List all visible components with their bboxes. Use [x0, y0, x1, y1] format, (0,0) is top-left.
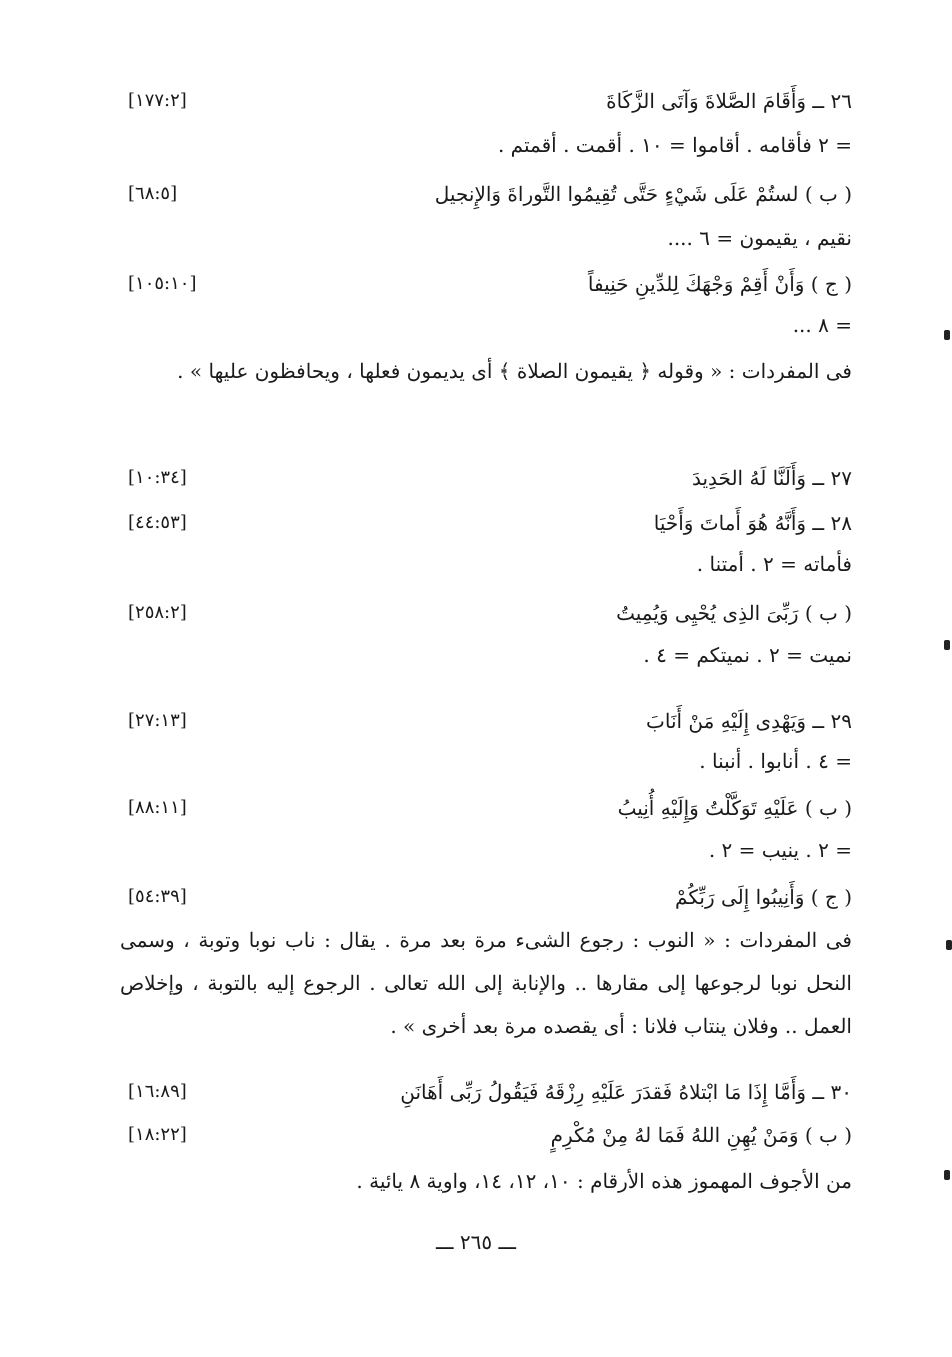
- verse-line-27: [120, 457, 852, 499]
- verse-line-26: [120, 80, 852, 122]
- verse-text: ٣٠ ــ وَأَمَّا إِذَا مَا ابْتلاهُ فَقدَرَ عَلَيْهِ رِزْقَهُ فَيَقُولُ رَبِّى أَهَانَنِ: [400, 1080, 852, 1104]
- note-line: [120, 217, 852, 259]
- note-text: نقيم ، يقيمون = ٦ ....: [667, 226, 852, 250]
- verse-line: [120, 1114, 852, 1156]
- verse-reference: [١٨:٢٢]: [128, 1124, 187, 1145]
- note-text: من الأجوف المهموز هذه الأرقام : ١٠، ١٢، ١٤، واوية ٨ يائية .: [356, 1169, 852, 1193]
- verse-line: [120, 592, 852, 634]
- scan-mark: [944, 1170, 950, 1180]
- note-line: [120, 543, 852, 585]
- verse-line-30: [120, 1071, 852, 1113]
- verse-text: ( ب ) عَلَيْهِ تَوَكَّلْتُ وَإِلَيْهِ أُنِيبُ: [617, 796, 852, 820]
- note-line: [120, 304, 852, 346]
- verse-reference: [٥٤:٣٩]: [128, 886, 187, 907]
- verse-reference: [١٠:٣٤]: [128, 467, 187, 488]
- scan-mark: [946, 940, 952, 950]
- verse-reference: [٨٨:١١]: [128, 797, 187, 818]
- note-line: [120, 124, 852, 166]
- note-text: = ٨ ...: [792, 313, 852, 337]
- page-number: ـــ ٢٦٥ ـــ: [435, 1230, 517, 1254]
- note-text: = ٤ . أنابوا . أنبنا .: [699, 749, 852, 773]
- commentary-paragraph: فى المفردات : « وقوله ﴿ يقيمون الصلاة ﴾ أى يديمون فعلها ، ويحافظون عليها » .: [177, 359, 852, 383]
- scan-mark: [944, 640, 950, 650]
- verse-text: ( ج ) وَأَنْ أَقِمْ وَجْهَكَ لِلدِّينِ حَنِيفاً: [587, 272, 852, 296]
- verse-reference: [١٧٧:٢]: [128, 90, 187, 111]
- verse-reference: [٢٥٨:٢]: [128, 602, 187, 623]
- verse-line-28: [120, 502, 852, 544]
- note-text: = ٢ فأقامه . أقاموا = ١٠ . أقمت . أقمتم .: [497, 133, 852, 157]
- verse-text: ٢٧ ــ وَأَلَنَّا لَهُ الحَدِيدَ: [691, 466, 852, 490]
- note-text: = ٢ . ينيب = ٢ .: [708, 838, 852, 862]
- note-line: [120, 740, 852, 782]
- verse-reference: [٢٧:١٣]: [128, 710, 187, 731]
- verse-text: ( ب ) لستُمْ عَلَى شَيْءٍ حَتَّى تُقِيمُوا التَّوراةَ وَالإِنجيل: [434, 182, 852, 206]
- verse-line: [120, 173, 852, 215]
- verse-text: ٢٦ ــ وَأَقَامَ الصَّلاةَ وَآتَى الزَّكَاةَ: [606, 89, 852, 113]
- verse-text: ٢٩ ــ وَيَهْدِى إِلَيْهِ مَنْ أَنَابَ: [646, 709, 852, 733]
- commentary-paragraph: فى المفردات : « النوب : رجوع الشىء مرة بعد مرة . يقال : ناب نوبا وتوبة ، وسمى النحل نوبا لرجوعها إلى مقارها .. والإنابة إلى الله تعالى . الرجوع إليه بالتوبة ، وإخلاص العمل .. وفلان ينتاب فلانا : أى يقصده مرة بعد أخرى » .: [120, 928, 852, 1038]
- verse-line: [120, 787, 852, 829]
- verse-reference: [١٦:٨٩]: [128, 1081, 187, 1102]
- verse-line: [120, 876, 852, 918]
- note-line: [120, 1160, 852, 1202]
- verse-text: ٢٨ ــ وَأَنَّهُ هُوَ أَماتَ وَأَحْيَا: [653, 511, 852, 535]
- note-text: فأماته = ٢ . أمتنا .: [696, 552, 852, 576]
- scan-mark: [944, 330, 950, 340]
- note-line: [120, 829, 852, 871]
- verse-text: ( ب ) رَبِّىَ الذِى يُحْيِى وَيُمِيتُ: [616, 601, 852, 625]
- verse-reference: [١٠٥:١٠]: [128, 273, 197, 294]
- note-line: [120, 634, 852, 676]
- verse-line: [120, 263, 852, 305]
- verse-text: ( ج ) وَأَنِيبُوا إِلَى رَبِّكُمْ: [675, 885, 852, 909]
- verse-reference: [٦٨:٥]: [128, 183, 178, 204]
- verse-line-29: [120, 700, 852, 742]
- note-text: نميت = ٢ . نميتكم = ٤ .: [643, 643, 852, 667]
- verse-text: ( ب ) وَمَنْ يُهِنِ اللهُ فَمَا لهُ مِنْ مُكْرِمٍ: [550, 1123, 852, 1147]
- verse-reference: [٤٤:٥٣]: [128, 512, 187, 533]
